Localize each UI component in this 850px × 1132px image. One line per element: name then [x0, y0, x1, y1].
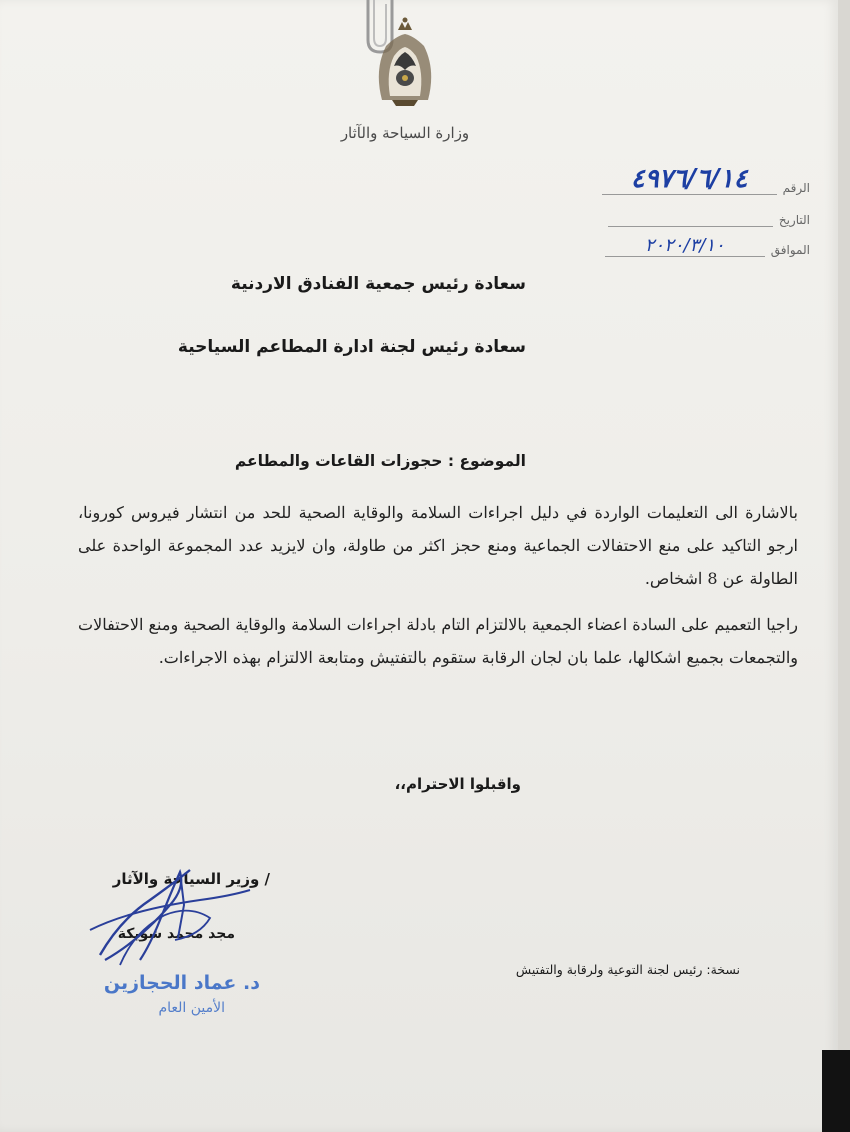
copy-to-line: نسخة: رئيس لجنة التوعية ولرقابة والتفتيش — [515, 962, 740, 977]
subject-line — [26, 452, 526, 470]
subject-text: حجوزات القاعات والمطاعم — [234, 452, 443, 470]
signer-name: مجد محمد شويكة — [117, 926, 235, 942]
body-paragraph-2: راجيا التعميم على السادة اعضاء الجمعية بالالتزام التام بادلة اجراءات السلامة والوقاية الصحية ومنع الاحتفالات والتجمعات بجميع اشكالها، علما بان لجان الرقابة ستقوم بالتفتيش ومتابعة الالتزام بهذه الاجراءات. — [78, 615, 798, 667]
reference-date-label: التاريخ — [778, 213, 810, 227]
body-paragraph-1: بالاشارة الى التعليمات الواردة في دليل اجراءات السلامة والوقاية الصحية للحد من انتشار فيروس كورونا، ارجو التاكيد على منع الاحتفالات الجماعية ومنع حجز اكثر من طاولة، وان لايزيد عدد المجموعة الواحدة على الطاولة عن 8 اشخاص. — [78, 503, 798, 588]
reference-number-row — [602, 165, 810, 195]
reference-corresponding-row — [605, 227, 810, 257]
reference-date-value — [608, 208, 773, 227]
signer-title: / وزير السياحة والآثار — [112, 870, 270, 888]
addressee-restaurants-committee: سعادة رئيس لجنة ادارة المطاعم السياحية — [177, 337, 526, 357]
reference-number-value: ٤٩٧٦/٦/١٤ — [602, 164, 777, 195]
stamp-role: الأمين العام — [158, 1000, 225, 1016]
subject-label: الموضوع : — [447, 452, 526, 470]
addressee-hotels-association: سعادة رئيس جمعية الفنادق الاردنية — [230, 274, 526, 294]
reference-number-label: الرقم — [782, 181, 810, 195]
page-edge-shadow — [822, 1050, 850, 1132]
reference-corresponding-label: الموافق — [770, 243, 810, 257]
reference-corresponding-value: ٢٠٢٠/٣/١٠ — [605, 235, 765, 257]
reference-date-row — [608, 197, 810, 227]
stamp-name: د. عماد الحجازين — [103, 972, 260, 994]
handwritten-signature — [80, 860, 280, 970]
closing-line: واقبلوا الاحترام،، — [394, 775, 521, 793]
ministry-name: وزارة السياحة والآثار — [340, 124, 470, 142]
jordan-coat-of-arms-emblem — [360, 0, 450, 112]
